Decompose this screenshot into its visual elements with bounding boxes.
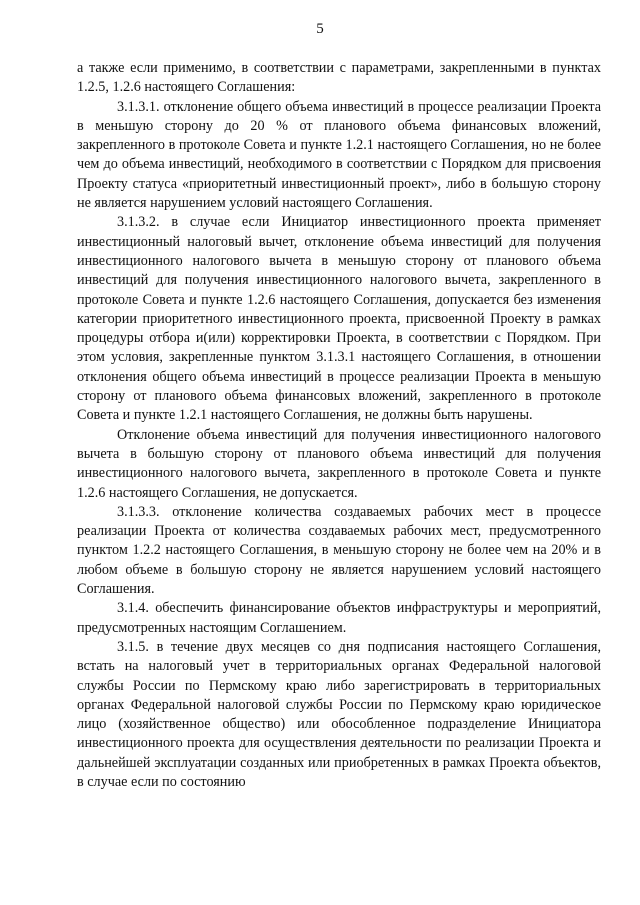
paragraph-continuation: а также если применимо, в соответствии с параметрами, закрепленными в пунктах 1.2.5, 1.2.6 настоящего Соглашения: [77, 60, 601, 96]
paragraph-3-1-4: 3.1.4. обеспечить финансирование объектов инфраструктуры и мероприятий, предусмотренных настоящим Соглашением. [77, 600, 601, 636]
paragraph-3-1-3-1: 3.1.3.1. отклонение общего объема инвестиций в процессе реализации Проекта в меньшую сторону до 20 % от планового объема финансовых вложений, закрепленного в протоколе Совета и пункте 1.2.1 настоящего Соглашения, но не более чем до объема инвестиций, необходимого в соответствии с Порядком для присвоения Проекту статуса «приоритетный инвестиционный проект», либо в большую сторону не является нарушением условий настоящего Соглашения. [77, 98, 601, 212]
paragraph-deviation: Отклонение объема инвестиций для получения инвестиционного налогового вычета в большую сторону от планового объема инвестиций для получения инвестиционного налогового вычета, закрепленного в протоколе Совета и пункте 1.2.6 настоящего Соглашения, не допускается. [77, 426, 601, 501]
document-body [77, 59, 601, 792]
paragraph-3-1-5: 3.1.5. в течение двух месяцев со дня подписания настоящего Соглашения, встать на налоговый учет в территориальных органах Федеральной налоговой службы России по Пермскому краю либо зарегистрировать в территориальных органах Федеральной налоговой службы России по Пермскому краю юридическое лицо (хозяйственное общество) или обособленное подразделение Инициатора инвестиционного проекта для осуществления деятельности по реализации Проекта и дальнейшей эксплуатации созданных или приобретенных в рамках Проекта объектов, в случае если по состоянию [77, 638, 601, 790]
paragraph-3-1-3-2: 3.1.3.2. в случае если Инициатор инвестиционного проекта применяет инвестиционный налоговый вычет, отклонение объема инвестиций для получения инвестиционного налогового вычета в меньшую сторону от планового объема инвестиций для получения инвестиционного налогового вычета, закрепленного в протоколе Совета и пункте 1.2.6 настоящего Соглашения, допускается без изменения категории приоритетного инвестиционного проекта, присвоенной Проекту в рамках процедуры отбора и(или) корректировки Проекта, в соответствии с Порядком. При этом условия, закрепленные пунктом 3.1.3.1 настоящего Соглашения, в отношении отклонения общего объема инвестиций в процессе реализации Проекта в меньшую сторону от планового объема финансовых вложений, закрепленного в протоколе Совета и пункте 1.2.1 настоящего Соглашения, не должны быть нарушены. [77, 214, 601, 424]
page-number: 5 [316, 21, 324, 37]
paragraph-3-1-3-3: 3.1.3.3. отклонение количества создаваемых рабочих мест в процессе реализации Проекта от количества создаваемых рабочих мест, предусмотренного пунктом 1.2.2 настоящего Соглашения, в меньшую сторону не более чем на 20% и в любом объеме в большую сторону не является нарушением условий настоящего Соглашения. [77, 503, 601, 598]
